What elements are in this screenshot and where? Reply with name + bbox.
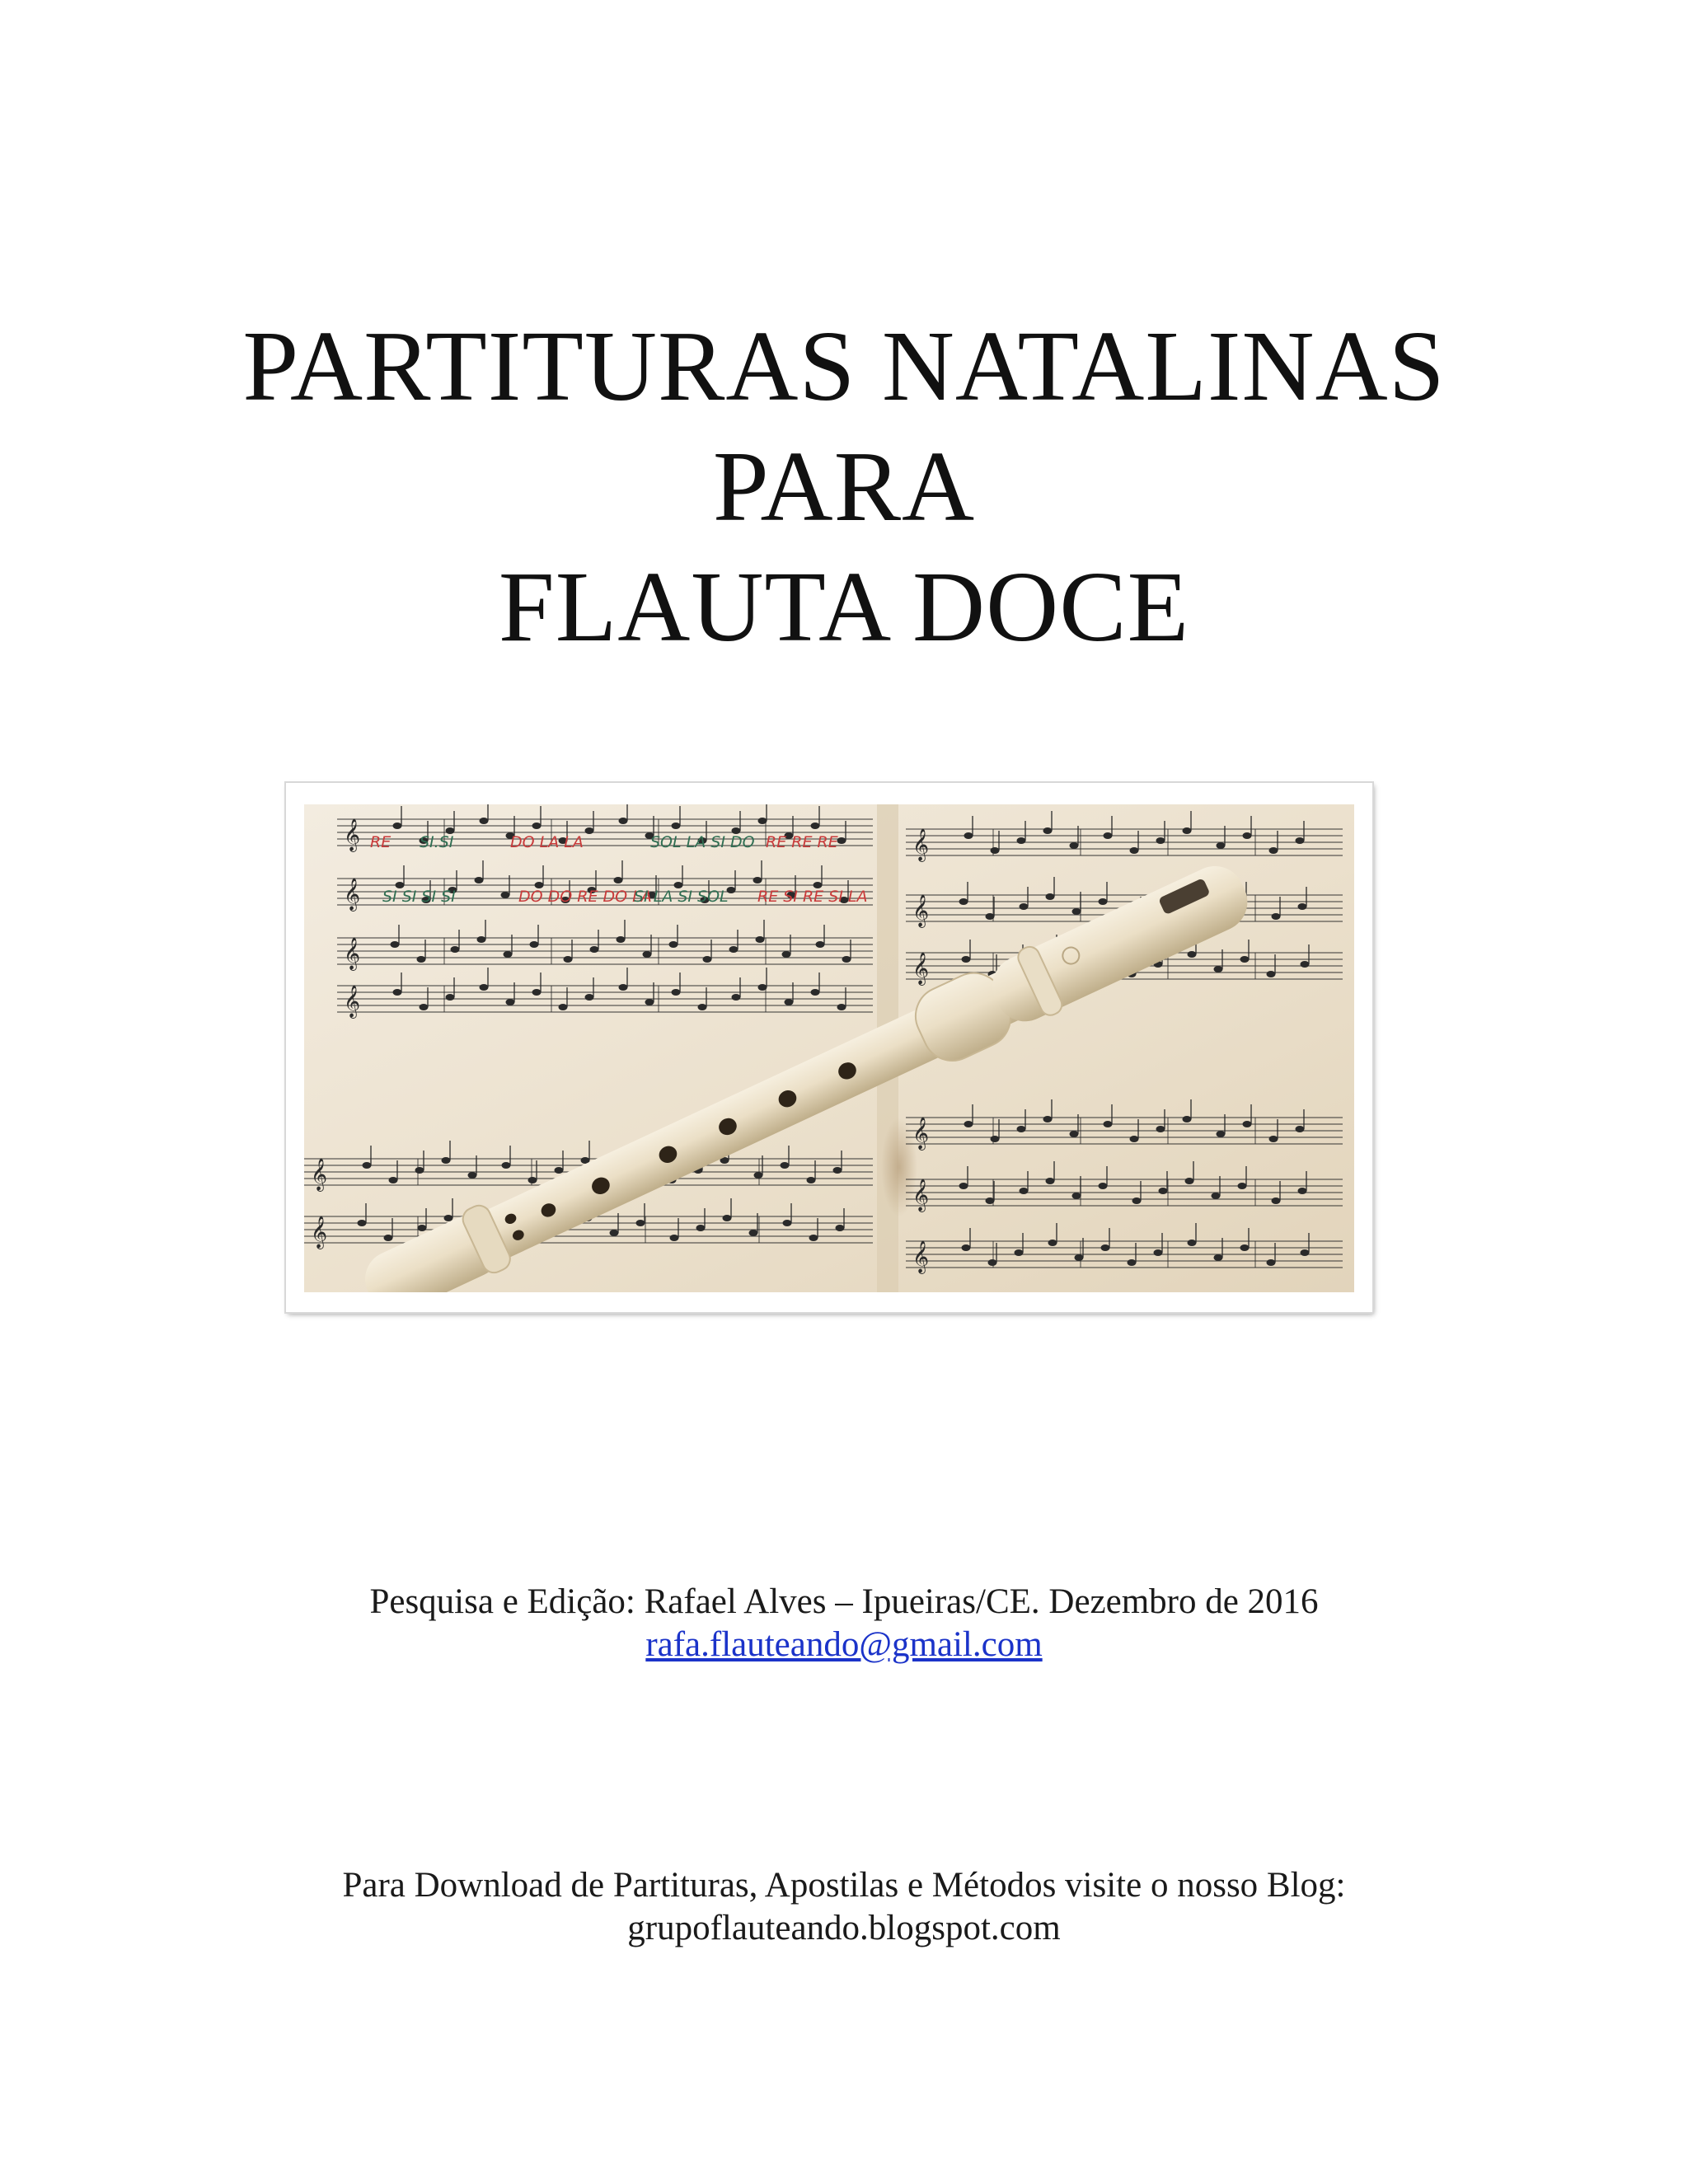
note-head [962, 956, 971, 963]
treble-clef-icon: 𝄞 [344, 985, 361, 1018]
note-head [1243, 832, 1252, 839]
note-head [1272, 1197, 1281, 1204]
note-head [363, 1162, 372, 1169]
title-block [0, 307, 1688, 668]
treble-clef-icon: 𝄞 [912, 952, 930, 985]
note-head [783, 1220, 792, 1226]
treble-clef-icon: 𝄞 [912, 1117, 930, 1150]
note-head [619, 818, 628, 824]
note-head [785, 999, 794, 1005]
note-head [1188, 1240, 1197, 1246]
note-head [1104, 1121, 1113, 1127]
note-head [754, 1172, 763, 1179]
note-head [749, 1230, 758, 1236]
note-head [811, 823, 820, 829]
note-head [1183, 827, 1192, 834]
note-head [1301, 1249, 1310, 1256]
note-head [1217, 1131, 1226, 1137]
note-head [477, 936, 486, 943]
credit-block [0, 1581, 1688, 1666]
note-head [619, 984, 628, 991]
note-head [1070, 1131, 1079, 1137]
note-head [442, 1157, 451, 1164]
note-head [502, 1162, 511, 1169]
note-head [753, 877, 762, 883]
note-head [389, 1177, 398, 1183]
note-head [1269, 847, 1278, 854]
treble-clef-icon: 𝄞 [912, 894, 930, 927]
note-head [696, 1225, 706, 1231]
note-head [480, 818, 489, 824]
handwritten-note: DO DO RE DO LA [518, 888, 652, 906]
note-head [1298, 1188, 1307, 1194]
note-head [1156, 837, 1165, 844]
note-head [962, 1244, 971, 1251]
note-head [964, 832, 973, 839]
note-head [991, 847, 1000, 854]
note-head [988, 1259, 997, 1266]
treble-clef-icon: 𝄞 [344, 937, 361, 970]
note-head [1020, 903, 1029, 910]
treble-clef-icon: 𝄞 [912, 1179, 930, 1212]
note-head [585, 827, 594, 834]
note-head [1185, 1178, 1194, 1184]
treble-clef-icon: 𝄞 [344, 818, 361, 851]
note-head [614, 877, 623, 883]
note-head [1043, 1116, 1053, 1122]
note-head [723, 1215, 732, 1221]
note-head [964, 1121, 973, 1127]
cover-photo [286, 783, 1372, 1312]
note-head [590, 946, 599, 953]
note-head [1099, 898, 1108, 905]
note-head [636, 1220, 645, 1226]
note-head [501, 892, 510, 898]
download-block [0, 1864, 1688, 1950]
note-head [1099, 1183, 1108, 1189]
note-head [837, 1004, 846, 1010]
note-head [672, 823, 681, 829]
note-head [1214, 966, 1223, 972]
note-head [986, 1197, 995, 1204]
note-head [555, 1167, 564, 1174]
note-head [698, 1004, 707, 1010]
download-text: Para Download de Partituras, Apostilas e Métodos visite o nosso Blog: [342, 1866, 1346, 1905]
credit-text: Pesquisa e Edição: Rafael Alves – Ipueiras/CE. Dezembro de 2016 [369, 1582, 1319, 1621]
note-head [532, 989, 542, 996]
note-head [617, 936, 626, 943]
note-head [1101, 1244, 1110, 1251]
note-head [1298, 903, 1307, 910]
note-head [530, 941, 539, 948]
note-head [418, 1225, 427, 1231]
note-head [1070, 842, 1079, 849]
handwritten-note: RE [370, 833, 392, 851]
note-head [959, 898, 968, 905]
note-head [1301, 961, 1310, 968]
note-head [384, 1235, 393, 1241]
note-head [1217, 842, 1226, 849]
note-head [670, 1235, 679, 1241]
note-head [1214, 1254, 1223, 1261]
note-head [1272, 913, 1281, 920]
note-head [836, 1225, 845, 1231]
handwritten-note: RE RE RE [766, 833, 838, 851]
note-head [528, 1177, 537, 1183]
title-line-2: PARA [712, 431, 976, 542]
note-head [1020, 1188, 1029, 1194]
note-head [703, 956, 712, 963]
note-head [1017, 837, 1026, 844]
note-head [1104, 832, 1113, 839]
note-head [1046, 893, 1055, 900]
note-head [393, 823, 402, 829]
note-head [781, 1162, 790, 1169]
note-head [1075, 1254, 1084, 1261]
email-link[interactable]: rafa.flauteando@gmail.com [645, 1625, 1043, 1664]
treble-clef-icon: 𝄞 [912, 1240, 930, 1273]
note-head [672, 989, 681, 996]
note-head [480, 984, 489, 991]
note-head [1269, 1136, 1278, 1142]
note-head [1267, 1259, 1276, 1266]
handwritten-note: SI LA SI SOL [634, 888, 729, 906]
note-head [756, 936, 765, 943]
note-head [758, 984, 767, 991]
note-head [446, 994, 455, 1001]
treble-clef-icon: 𝄞 [912, 828, 930, 861]
note-head [1238, 1183, 1247, 1189]
treble-clef-icon: 𝄞 [311, 1216, 328, 1249]
note-head [1132, 1197, 1142, 1204]
note-head [986, 913, 995, 920]
recorder-sheet-music-image [304, 804, 1354, 1292]
note-head [1015, 1249, 1024, 1256]
handwritten-note: DO LA LA [510, 833, 584, 851]
handwritten-note: SOL LA SI DO [650, 833, 755, 851]
note-head [1296, 1126, 1305, 1132]
note-head [1183, 1116, 1192, 1122]
note-head [643, 951, 652, 958]
note-head [1072, 908, 1081, 915]
handwritten-note: RE SI RE SI LA [757, 888, 868, 906]
note-head [451, 946, 460, 953]
note-head [504, 951, 513, 958]
note-head [732, 994, 741, 1001]
note-head [420, 1004, 429, 1010]
handwritten-note: SI.SI [420, 833, 454, 851]
handwritten-note: SI SI SI SI [382, 888, 456, 906]
treble-clef-icon: 𝄞 [344, 878, 361, 911]
note-head [475, 877, 484, 883]
note-head [833, 1167, 842, 1174]
note-head [585, 994, 594, 1001]
title-line-1: PARTITURAS NATALINAS [242, 311, 1446, 422]
note-head [816, 941, 825, 948]
note-head [1267, 971, 1276, 977]
note-head [564, 956, 573, 963]
note-head [1212, 1193, 1221, 1199]
note-head [1296, 837, 1305, 844]
note-head [1128, 1259, 1137, 1266]
note-head [1043, 827, 1053, 834]
note-head [1188, 951, 1197, 958]
note-head [444, 1215, 453, 1221]
note-head [669, 941, 678, 948]
note-head [1240, 1244, 1250, 1251]
note-head [1154, 1249, 1163, 1256]
note-head [559, 1004, 568, 1010]
note-head [358, 1220, 367, 1226]
note-head [1159, 1188, 1168, 1194]
note-head [468, 1172, 477, 1179]
note-head [782, 951, 791, 958]
note-head [1130, 1136, 1139, 1142]
note-head [959, 1183, 968, 1189]
note-head [417, 956, 426, 963]
note-head [1130, 847, 1139, 854]
note-head [837, 837, 846, 844]
note-head [532, 823, 542, 829]
note-head [391, 941, 400, 948]
note-head [1243, 1121, 1252, 1127]
note-head [1156, 1126, 1165, 1132]
note-head [610, 1230, 619, 1236]
note-head [809, 1235, 818, 1241]
note-head [1017, 1126, 1026, 1132]
note-head [811, 989, 820, 996]
title-line-3: FLAUTA DOCE [498, 551, 1190, 663]
note-head [758, 818, 767, 824]
treble-clef-icon: 𝄞 [311, 1158, 328, 1191]
note-head [842, 956, 851, 963]
note-head [1048, 1240, 1057, 1246]
blog-url[interactable]: grupoflauteando.blogspot.com [627, 1909, 1061, 1947]
note-head [729, 946, 738, 953]
note-head [1046, 1178, 1055, 1184]
note-head [506, 999, 515, 1005]
note-head [1240, 956, 1250, 963]
note-head [645, 999, 654, 1005]
note-head [393, 989, 402, 996]
note-head [415, 1167, 424, 1174]
note-head [1072, 1193, 1081, 1199]
note-head [991, 1136, 1000, 1142]
note-head [807, 1177, 816, 1183]
